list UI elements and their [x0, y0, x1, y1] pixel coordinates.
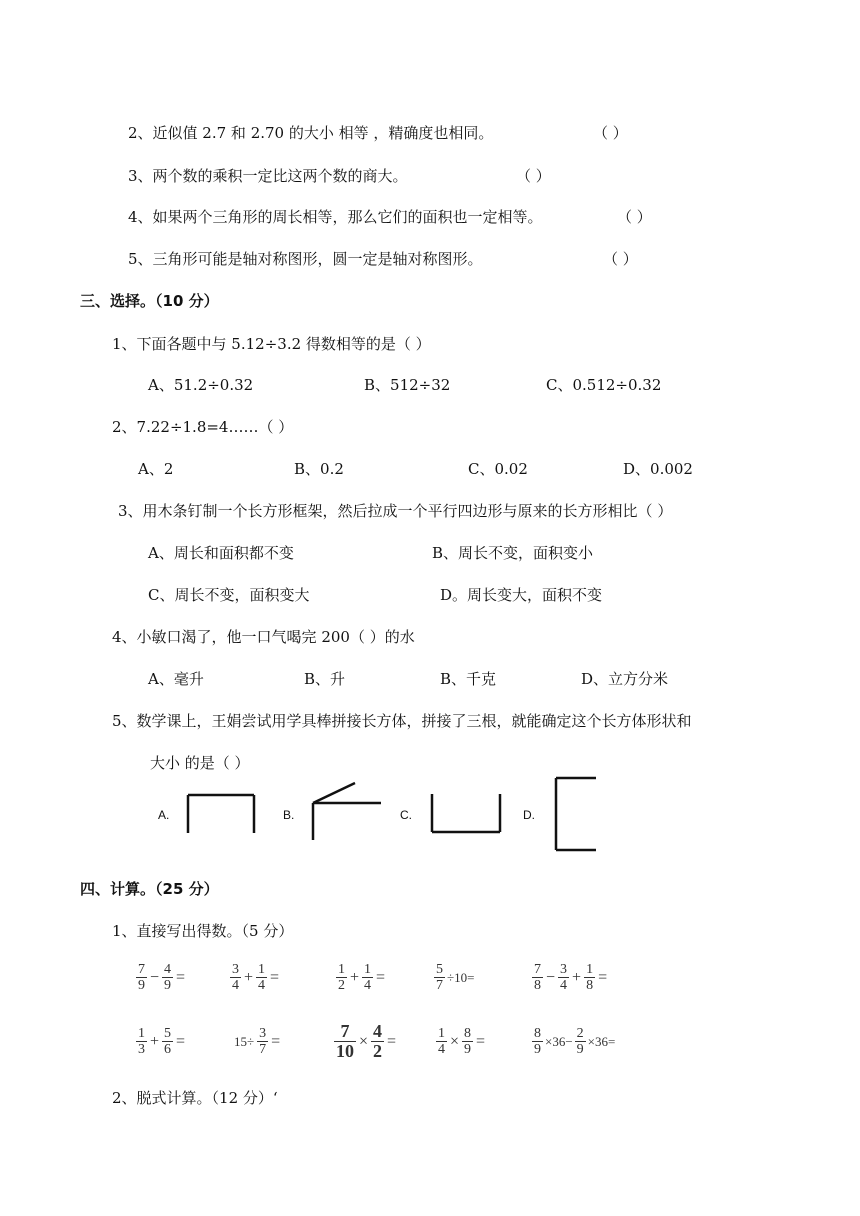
- q1-stem: 1、下面各题中与 5.12÷3.2 得数相等的是（ ）: [112, 335, 431, 353]
- q4-option-c: B、千克: [440, 670, 497, 688]
- q2-option-a: A、2: [138, 460, 174, 478]
- q1-option-a: A、51.2÷0.32: [148, 376, 254, 394]
- judgement-text: 2、近似值 2.7 和 2.70 的大小 相等 ，精确度也相同。: [128, 124, 494, 142]
- q4-option-b: B、升: [304, 670, 346, 688]
- figure-c: [424, 792, 506, 834]
- judgement-item-4: [128, 206, 543, 227]
- q2-option-c: C、0.02: [468, 460, 528, 478]
- fraction: $\frac{7}{9}$: [138, 962, 145, 993]
- expr-r2-1: $\frac{1}{3}$ + $\frac{5}{6}$ =: [138, 1026, 186, 1057]
- expr-r2-3: $\frac{7}{10}$ × $\frac{4}{2}$ =: [336, 1021, 397, 1061]
- judgement-text: 3、两个数的乘积一定比这两个数的商大。: [128, 167, 408, 185]
- calc-q1-title: 1、直接写出得数。（5 分）: [112, 922, 294, 940]
- figure-a: [180, 790, 260, 835]
- q4-option-d: D、立方分米: [581, 670, 669, 688]
- q3-stem: 3、用木条钉制一个长方形框架，然后拉成一个平行四边形与原来的长方形相比（ ）: [118, 502, 673, 520]
- expr-r1-4: $\frac{5}{7}$ ÷10=: [436, 962, 475, 993]
- section3-heading: 三、选择。（10 分）: [80, 292, 219, 310]
- expr-r1-3: $\frac{1}{2}$ + $\frac{1}{4}$ =: [338, 962, 386, 993]
- q2-option-d: D、0.002: [623, 460, 693, 478]
- figure-b: [305, 780, 385, 842]
- figure-label-a: A.: [158, 808, 170, 822]
- q5-stem-line1: 5、数学课上，王娟尝试用学具棒拼接长方体，拼接了三根，就能确定这个长方体形状和: [112, 712, 692, 730]
- fraction: $\frac{4}{9}$: [164, 962, 172, 993]
- judgement-item-5: [128, 248, 483, 269]
- q1-option-b: B、512÷32: [364, 376, 451, 394]
- q5-stem-line2: 大小 的是（ ）: [150, 754, 250, 772]
- expr-r2-5: $\frac{8}{9}$ ×36− $\frac{2}{9}$ ×36=: [534, 1026, 616, 1057]
- figure-label-b: B.: [283, 808, 295, 822]
- q3-option-b: B、周长不变，面积变小: [432, 544, 594, 562]
- figure-d: [550, 774, 600, 854]
- expr-r1-1: $\frac{7}{9}$ − $\frac{4}{9}$ =: [138, 962, 186, 993]
- answer-paren: （ ）: [603, 250, 638, 268]
- judgement-item-3: [128, 165, 408, 186]
- q1-option-c: C、0.512÷0.32: [546, 376, 662, 394]
- expr-r2-2: 15÷ $\frac{3}{7}$ =: [234, 1026, 281, 1057]
- q3-option-d: D。周长变大，面积不变: [440, 586, 603, 604]
- q4-option-a: A、毫升: [148, 670, 204, 688]
- q3-option-a: A、周长和面积都不变: [148, 544, 294, 562]
- figure-label-d: D.: [523, 808, 535, 822]
- calc-q2-title: 2、脱式计算。（12 分）‘: [112, 1089, 278, 1107]
- figure-label-c: C.: [400, 808, 412, 822]
- q2-option-b: B、0.2: [294, 460, 344, 478]
- q4-stem: 4、小敏口渴了，他一口气喝完 200（ ）的水: [112, 628, 415, 646]
- q2-stem: 2、7.22÷1.8=4……（ ）: [112, 418, 294, 436]
- answer-paren: （ ）: [617, 208, 652, 226]
- expr-r1-2: $\frac{3}{4}$ + $\frac{1}{4}$ =: [232, 962, 280, 993]
- answer-paren: （ ）: [593, 124, 628, 142]
- q3-option-c: C、周长不变，面积变大: [148, 586, 310, 604]
- expr-r2-4: $\frac{1}{4}$ × $\frac{8}{9}$ =: [438, 1026, 486, 1057]
- judgement-item-2: [128, 122, 493, 143]
- judgement-text: 5、三角形可能是轴对称图形，圆一定是轴对称图形。: [128, 250, 483, 268]
- answer-paren: （ ）: [516, 167, 551, 185]
- judgement-text: 4、如果两个三角形的周长相等，那么它们的面积也一定相等。: [128, 208, 543, 226]
- expr-r1-5: $\frac{7}{8}$ − $\frac{3}{4}$ + $\frac{1}{8}$ =: [534, 962, 608, 993]
- section4-heading: 四、计算。（25 分）: [80, 880, 219, 898]
